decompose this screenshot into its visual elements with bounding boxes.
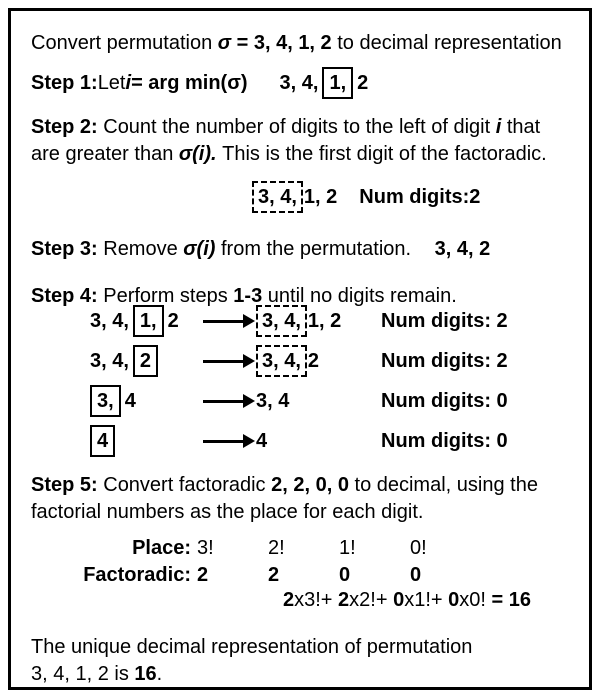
arrow-right-icon	[203, 360, 245, 363]
place-label: Place:	[132, 537, 191, 559]
eq-part-2: 2	[338, 589, 350, 611]
step1-line	[31, 64, 368, 102]
step4-text-a: Perform steps	[97, 285, 234, 307]
eq-part-1: x3!+	[294, 589, 339, 611]
conclusion-line2-a: 3, 4, 1, 2 is	[31, 663, 135, 685]
row3-arrow	[203, 400, 256, 403]
step1-seq-pre: 3, 4,	[279, 71, 319, 94]
place-cell-1: 2!	[268, 537, 285, 559]
place-cell-0: 3!	[197, 537, 214, 559]
factoradic-cell-1: 2	[268, 564, 280, 586]
step4-row-2	[31, 341, 581, 381]
step1-label: Step 1:	[31, 71, 98, 94]
arrow-right-icon	[203, 440, 245, 443]
step5-label: Step 5:	[31, 474, 98, 496]
step3-text-a: Remove	[97, 238, 184, 260]
step1-argmin: = arg min(σ)	[131, 71, 248, 94]
eq-part-6: 0	[448, 589, 460, 611]
row3-right-plain: 3, 4	[256, 389, 290, 412]
row3-right-expression	[256, 390, 381, 413]
factoradic-label: Factoradic:	[83, 564, 191, 586]
row1-left-post: 2	[167, 309, 179, 332]
step2-line2-b: This is the first digit of the factoradic.	[216, 143, 547, 165]
step2-text	[31, 114, 547, 168]
row2-boxed-digit: 2	[133, 345, 158, 377]
page-title	[31, 30, 562, 57]
step4-range: 1-3	[233, 285, 263, 307]
row4-num-digits	[381, 430, 508, 453]
factoradic-table	[31, 535, 475, 589]
factoradic-cell-0: 2	[197, 564, 209, 586]
row2-right-expression	[256, 345, 381, 377]
step2-label: Step 2:	[31, 116, 98, 138]
row3-boxed-digit: 3,	[90, 385, 121, 417]
step2-num-digits-value: 2	[469, 185, 481, 208]
conclusion-line1: The unique decimal representation of permutation	[31, 636, 473, 658]
step2-line2-a: are greater than	[31, 143, 179, 165]
step4-row-4	[31, 421, 581, 461]
step5-line1-a: Convert factoradic	[97, 474, 272, 496]
row1-boxed-digit: 1,	[133, 305, 164, 337]
row1-dashed-box: 3, 4,	[256, 305, 307, 337]
row1-left-pre: 3, 4,	[90, 309, 129, 332]
row1-arrow	[203, 320, 256, 323]
title-pre: Convert permutation	[31, 32, 218, 54]
factoradic-cell-2: 0	[339, 564, 351, 586]
step3-label: Step 3:	[31, 238, 98, 260]
place-row	[31, 535, 475, 562]
step4-rows	[31, 301, 581, 461]
row3-num-digits	[381, 390, 508, 413]
step5-line2: factorial numbers as the place for each digit.	[31, 501, 424, 523]
row2-right-post: 2	[307, 349, 320, 372]
step3-sigma-i: σ(i)	[183, 238, 216, 260]
row1-num-digits	[381, 310, 508, 333]
step2-line1-a: Count the number of digits to the left of digit	[97, 116, 496, 138]
step3-line	[31, 236, 490, 263]
row2-left-expression	[90, 345, 203, 377]
step2-dashed-box: 3, 4,	[252, 181, 303, 213]
step1-boxed-digit: 1,	[322, 67, 353, 99]
row4-left-expression	[90, 425, 203, 457]
conclusion-result: 16	[134, 663, 157, 685]
step2-i: i	[495, 116, 502, 138]
row4-num-value: 0	[491, 429, 508, 452]
step2-num-digits-label: Num digits:	[359, 185, 470, 208]
row1-num-value: 2	[491, 309, 508, 332]
row3-left-expression	[90, 385, 203, 417]
title-permutation: = 3, 4, 1, 2	[231, 32, 332, 54]
eq-part-7: x0!	[459, 589, 492, 611]
arrow-right-icon	[203, 320, 245, 323]
conclusion-period: .	[156, 663, 163, 685]
eq-part-3: x2!+	[349, 589, 394, 611]
arrow-right-icon	[203, 400, 245, 403]
step2-example	[252, 177, 480, 217]
row4-num-label: Num digits:	[381, 429, 491, 452]
row3-num-label: Num digits:	[381, 389, 491, 412]
step3-text-b: from the permutation.	[215, 238, 412, 260]
step1-seq-post: 2	[357, 71, 369, 94]
eq-part-5: x1!+	[404, 589, 449, 611]
factoradic-cell-3: 0	[410, 564, 422, 586]
row2-num-value: 2	[491, 349, 508, 372]
row3-num-value: 0	[491, 389, 508, 412]
row1-num-label: Num digits:	[381, 309, 491, 332]
step4-label: Step 4:	[31, 285, 98, 307]
row1-right-post: 1, 2	[307, 309, 342, 332]
factoradic-row	[31, 562, 475, 589]
row2-num-digits	[381, 350, 508, 373]
conclusion-text	[31, 634, 472, 688]
step5-text	[31, 472, 538, 526]
step3-result: 3, 4, 2	[434, 238, 491, 260]
eq-part-8: = 16	[491, 589, 531, 611]
eq-part-4: 0	[393, 589, 405, 611]
place-cell-2: 1!	[339, 537, 356, 559]
row3-left-post: 4	[124, 389, 136, 412]
sigma-symbol: σ	[217, 32, 232, 54]
row1-right-expression	[256, 305, 381, 337]
step4-row-3	[31, 381, 581, 421]
step1-i: i	[125, 71, 132, 94]
row2-dashed-box: 3, 4,	[256, 345, 307, 377]
row4-arrow	[203, 440, 256, 443]
decimal-equation	[283, 589, 531, 612]
step2-example-rest: 1, 2	[303, 185, 338, 208]
step5-line1-b: to decimal, using the	[348, 474, 538, 496]
outer-border-frame	[8, 8, 592, 690]
row4-boxed-digit: 4	[90, 425, 115, 457]
row2-left-pre: 3, 4,	[90, 349, 129, 372]
row4-right-plain: 4	[256, 429, 268, 452]
step5-factoradic-seq: 2, 2, 0, 0	[271, 474, 349, 496]
step4-text-b: until no digits remain.	[262, 285, 457, 307]
step4-row-1	[31, 301, 581, 341]
row4-right-expression	[256, 430, 381, 453]
step1-let: Let	[97, 71, 126, 94]
row2-arrow	[203, 360, 256, 363]
step2-sigma-i: σ(i).	[178, 143, 217, 165]
place-cell-3: 0!	[410, 537, 427, 559]
eq-part-0: 2	[283, 589, 295, 611]
row2-num-label: Num digits:	[381, 349, 491, 372]
title-post: to decimal representation	[331, 32, 562, 54]
step2-line1-b: that	[501, 116, 541, 138]
row1-left-expression	[90, 305, 203, 337]
